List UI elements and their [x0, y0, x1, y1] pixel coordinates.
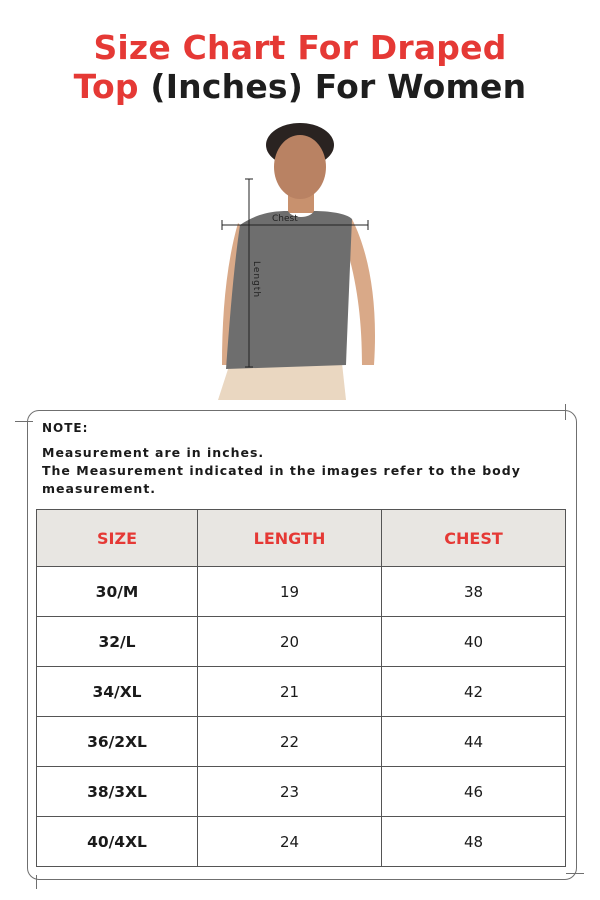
note-heading: NOTE: [42, 421, 89, 435]
cell-chest: 38 [382, 567, 566, 617]
card-corner-tick-tl [15, 421, 33, 422]
note-line-1: Measurement are in inches. [42, 445, 265, 460]
title-line-2 [0, 67, 600, 106]
table-row [37, 717, 566, 767]
cell-size: 34/XL [37, 667, 198, 717]
cell-size: 30/M [37, 567, 198, 617]
cell-size: 40/4XL [37, 817, 198, 867]
page-title [0, 28, 600, 106]
cell-length: 20 [198, 617, 382, 667]
table-row [37, 767, 566, 817]
header-chest: CHEST [382, 510, 566, 567]
model-figure [200, 115, 400, 400]
title-red-text: Size Chart For Draped [93, 28, 507, 67]
size-table [36, 509, 566, 867]
title-red-word: Top [73, 67, 139, 106]
draped-top [226, 211, 352, 369]
chest-label: Chest [272, 214, 298, 224]
table-row [37, 817, 566, 867]
title-line-1 [0, 28, 600, 67]
header-length: LENGTH [198, 510, 382, 567]
title-dark-text: (Inches) For Women [150, 67, 527, 106]
cell-size: 38/3XL [37, 767, 198, 817]
cell-length: 19 [198, 567, 382, 617]
table-row [37, 617, 566, 667]
note-line-2: The Measurement indicated in the images refer to the body measurement. [42, 463, 521, 496]
cell-length: 21 [198, 667, 382, 717]
cell-length: 24 [198, 817, 382, 867]
cell-size: 36/2XL [37, 717, 198, 767]
face [274, 135, 326, 199]
model-illustration [200, 115, 400, 400]
table-row [37, 667, 566, 717]
cell-length: 22 [198, 717, 382, 767]
cell-chest: 40 [382, 617, 566, 667]
header-size: SIZE [37, 510, 198, 567]
cell-chest: 46 [382, 767, 566, 817]
card-corner-tick-br [566, 873, 584, 874]
card-corner-tick-bl [36, 875, 37, 889]
cell-size: 32/L [37, 617, 198, 667]
cell-chest: 44 [382, 717, 566, 767]
table-row [37, 567, 566, 617]
length-label: Length [251, 261, 261, 299]
cell-chest: 42 [382, 667, 566, 717]
table-header-row [37, 510, 566, 567]
card-corner-tick-tr [565, 404, 566, 420]
cell-length: 23 [198, 767, 382, 817]
cell-chest: 48 [382, 817, 566, 867]
